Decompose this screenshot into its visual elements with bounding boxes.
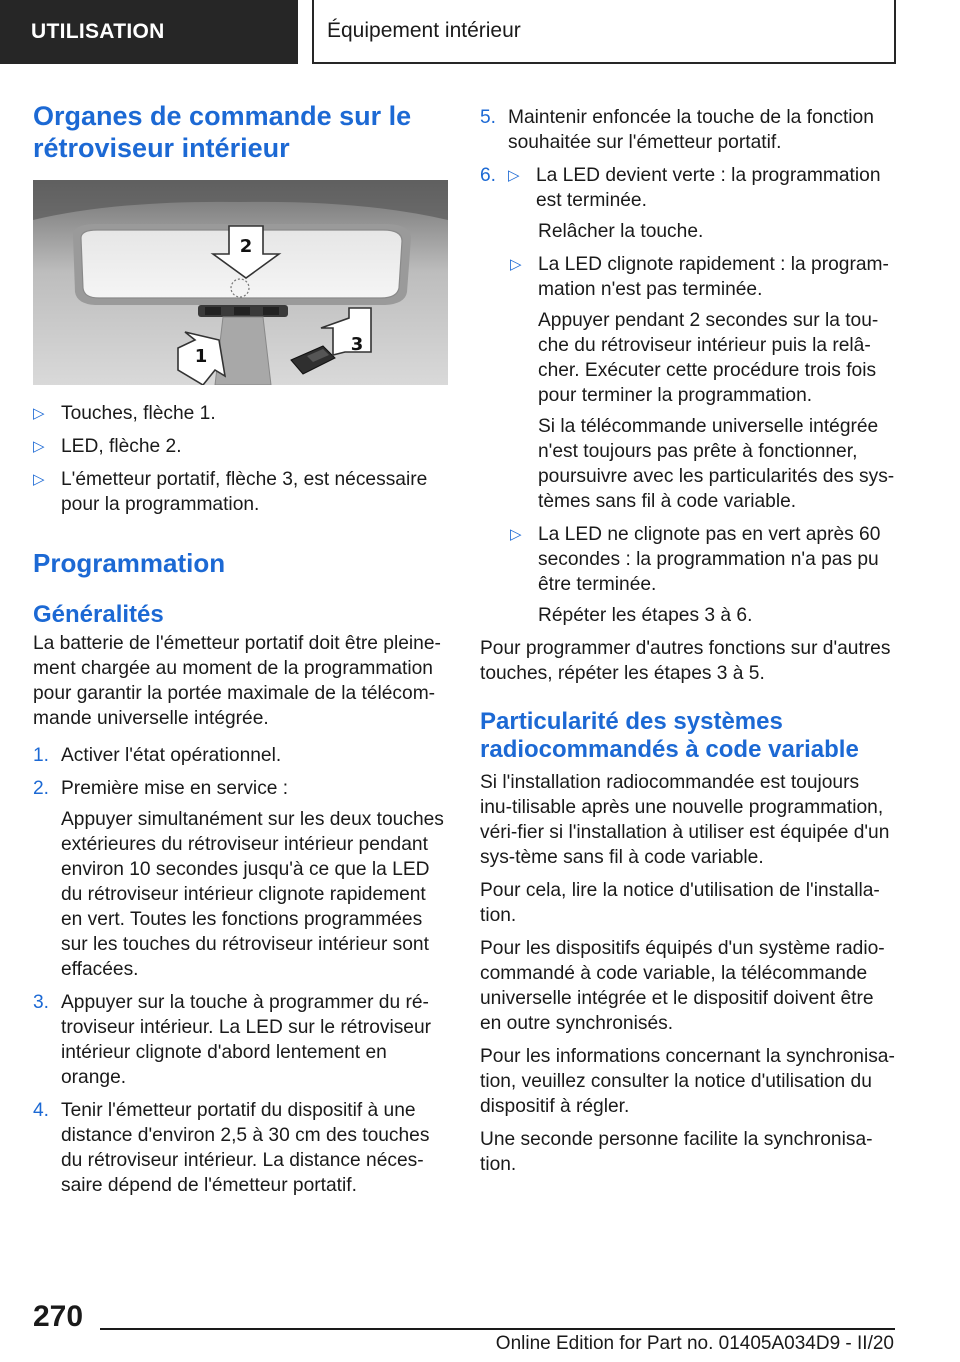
- arrow-3-label: 3: [350, 334, 364, 355]
- paragraph: Pour cela, lire la notice d'utilisation de l'installa-tion.: [480, 880, 880, 926]
- header-chapter-tab: [312, 0, 896, 64]
- subsection-title-general: Généralités: [33, 601, 164, 628]
- sub-bullet-1-detail: Appuyer pendant 2 secondes sur la tou-che du rétroviseur intérieur puis la relâ-cher. Exécuter cette procédure trois fois pour terminer la programmation.: [538, 310, 879, 406]
- triangle-right-bullet-icon: ▷: [33, 438, 45, 455]
- paragraph: Une seconde personne facilite la synchronisa-tion.: [480, 1129, 873, 1175]
- list-item: 1. Activer l'état opérationnel.: [33, 745, 282, 766]
- footer-edition-text: Online Edition for Part no. 01405A034D9 - II/20: [495, 1333, 894, 1354]
- section-title-controls: Organes de commande sur le rétroviseur intérieur: [33, 101, 412, 163]
- section-title-programming: Programmation: [33, 548, 226, 578]
- list-item: 2. Première mise en service :: [33, 778, 289, 799]
- triangle-right-bullet-icon: ▷: [510, 256, 522, 273]
- list-item: 4. Tenir l'émetteur portatif du dispositif à une distance d'environ 2,5 à 30 cm des touches du rétroviseur intérieur. La distance néces-saire dépend de l'émetteur portatif.: [33, 1100, 430, 1196]
- list-item: ▷ LED, flèche 2.: [33, 436, 182, 457]
- list-item: 5. Maintenir enfoncée la touche de la fonction souhaitée sur l'émetteur portatif.: [480, 107, 874, 153]
- controls-list: [33, 401, 448, 517]
- arrow-2-label: 2: [239, 236, 253, 257]
- step-6-release: Relâcher la touche.: [538, 221, 704, 242]
- right-column: [480, 105, 895, 1177]
- paragraph: Pour les dispositifs équipés d'un système radio-commandé à code variable, la télécommande universelle intégrée et le dispositif doivent être en outre synchronisés.: [480, 938, 885, 1034]
- steps-list-left: [33, 743, 448, 1198]
- triangle-right-bullet-icon: ▷: [33, 471, 45, 488]
- header-section-label: UTILISATION: [31, 20, 165, 43]
- paragraph: Si l'installation radiocommandée est toujours inu-tilisable après une nouvelle programmation, véri-fier si l'installation à utiliser est équipée d'un sys-tème sans fil à code variable.: [480, 772, 890, 868]
- step-2-detail: Appuyer simultanément sur les deux touches extérieures du rétroviseur intérieur pendant environ 10 secondes jusqu'à ce que la LED du rétroviseur intérieur clignote rapidement en vert. Toutes les fonctions programmées sur les touches du rétroviseur intérieur sont effacées.: [61, 809, 444, 980]
- triangle-right-bullet-icon: ▷: [33, 405, 45, 422]
- mirror-controls-figure: [33, 180, 448, 385]
- list-item: ▷ Touches, flèche 1.: [33, 403, 216, 424]
- paragraph: Pour les informations concernant la synchronisa-tion, veuillez consulter la notice d'utilisation du dispositif à régler.: [480, 1046, 895, 1117]
- arrow-1-label: 1: [194, 346, 208, 367]
- list-item: ▷ La LED ne clignote pas en vert après 60 secondes : la programmation n'a pas pu être terminée.: [510, 524, 881, 595]
- sub-bullet-1-detail-2: Si la télécommande universelle intégrée n'est toujours pas prête à fonctionner, poursuivre avec les particularités des sys-tèmes sans fil à code variable.: [538, 416, 895, 512]
- general-paragraph: La batterie de l'émetteur portatif doit être pleine-ment chargée au moment de la programmation pour garantir la portée maximale de la télécom-mande universelle intégrée.: [33, 633, 441, 729]
- subsection-title-variable-code: Particularité des systèmes radiocommandés à code variable: [480, 708, 859, 763]
- page-number: 270: [33, 1300, 84, 1333]
- footer-divider: [100, 1328, 895, 1330]
- list-item: 3. Appuyer sur la touche à programmer du ré-troviseur intérieur. La LED sur le rétroviseur intérieur clignote d'abord lentement en orange.: [33, 992, 432, 1088]
- header-chapter-label: Équipement intérieur: [327, 19, 521, 42]
- list-item: 6. ▷ La LED devient verte : la programmation est terminée.: [480, 165, 881, 211]
- list-item: ▷ La LED clignote rapidement : la program-mation n'est pas terminée.: [510, 254, 889, 300]
- sub-bullet-2-detail: Répéter les étapes 3 à 6.: [538, 605, 753, 626]
- triangle-right-bullet-icon: ▷: [508, 167, 520, 184]
- list-item: ▷ L'émetteur portatif, flèche 3, est nécessaire pour la programmation.: [33, 469, 428, 515]
- other-functions-paragraph: Pour programmer d'autres fonctions sur d'autres touches, répéter les étapes 3 à 5.: [480, 638, 891, 684]
- header-section-tab: [0, 0, 298, 64]
- triangle-right-bullet-icon: ▷: [510, 526, 522, 543]
- left-column: [33, 100, 448, 1198]
